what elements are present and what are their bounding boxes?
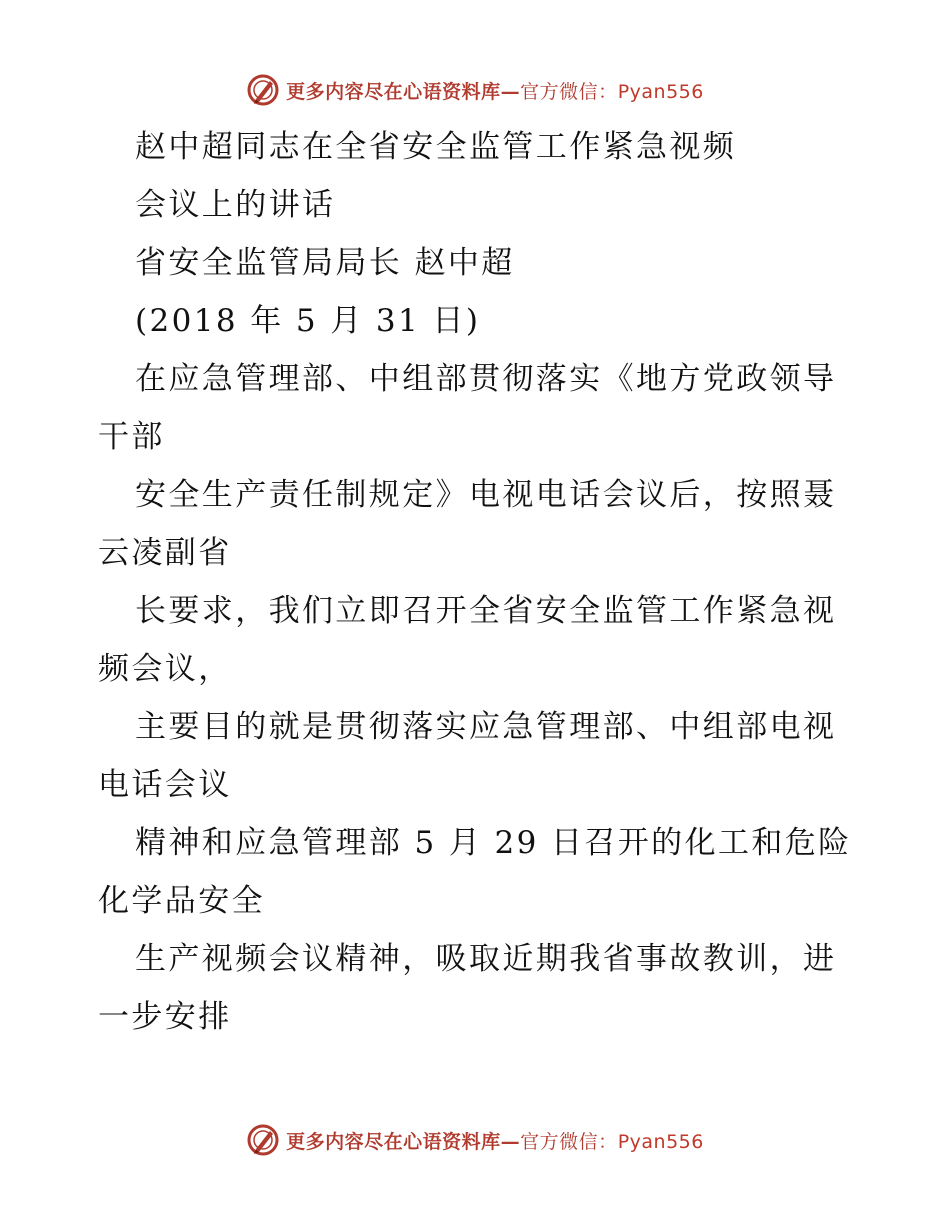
doc-line: 一步安排 xyxy=(98,999,232,1035)
watermark-dash: — xyxy=(500,80,521,103)
doc-line: 化学品安全 xyxy=(98,883,265,919)
doc-line: 干部 xyxy=(98,419,165,455)
doc-line: 主要目的就是贯彻落实应急管理部、中组部电视 xyxy=(135,709,837,745)
doc-line: 精神和应急管理部 5 月 29 日召开的化工和危险 xyxy=(135,825,852,861)
document-body xyxy=(98,118,858,1046)
doc-line: 频会议， xyxy=(98,651,232,687)
watermark-text xyxy=(286,1127,704,1154)
watermark-site-text: 更多内容尽在心语资料库 xyxy=(286,80,501,103)
doc-line: 赵中超同志在全省安全监管工作紧急视频 xyxy=(135,129,737,165)
doc-line: 省安全监管局局长 赵中超 xyxy=(135,245,515,281)
watermark-wechat-label: 官方微信： xyxy=(520,80,618,103)
doc-line: 长要求，我们立即召开全省安全监管工作紧急视 xyxy=(135,593,837,629)
doc-line: 在应急管理部、中组部贯彻落实《地方党政领导 xyxy=(135,361,837,397)
logo-pen-icon xyxy=(246,1123,280,1157)
header-watermark xyxy=(0,72,950,108)
doc-line: (2018 年 5 月 31 日) xyxy=(135,303,481,339)
watermark-wechat-id: Pyan556 xyxy=(617,80,704,103)
watermark-text xyxy=(286,77,704,104)
watermark-wechat-label: 官方微信： xyxy=(520,1130,618,1153)
watermark-site-text: 更多内容尽在心语资料库 xyxy=(286,1130,501,1153)
watermark-dash: — xyxy=(500,1130,521,1153)
watermark-wechat-id: Pyan556 xyxy=(617,1130,704,1153)
footer-watermark xyxy=(0,1122,950,1158)
doc-line: 生产视频会议精神，吸取近期我省事故教训，进 xyxy=(135,941,837,977)
doc-line: 电话会议 xyxy=(98,767,232,803)
logo-pen-icon xyxy=(246,73,280,107)
doc-line: 安全生产责任制规定》电视电话会议后，按照聂 xyxy=(135,477,837,513)
doc-line: 会议上的讲话 xyxy=(135,187,336,223)
doc-line: 云凌副省 xyxy=(98,535,232,571)
